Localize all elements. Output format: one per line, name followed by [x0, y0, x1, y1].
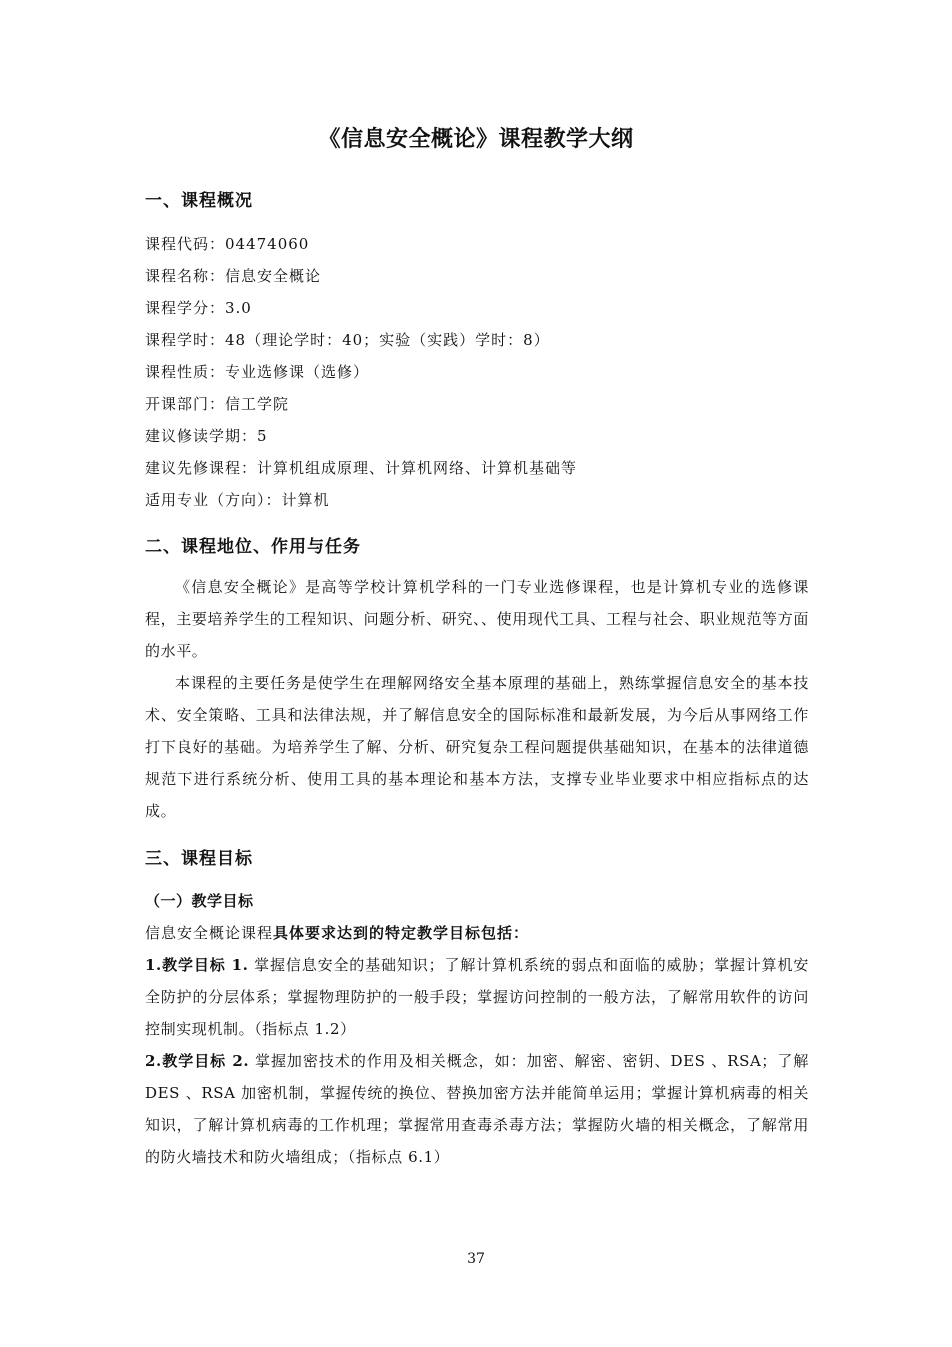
goal-1-label: 1.教学目标 1. [145, 956, 249, 974]
objectives-intro-bold: 具体要求达到的特定教学目标包括： [273, 924, 530, 942]
info-semester: 建议修读学期：5 [145, 427, 268, 445]
paragraph-course-tasks: 本课程的主要任务是使学生在理解网络安全基本原理的基础上，熟练掌握信息安全的基本技术、安全策略、工具和法律法规，并了解信息安全的国际标准和最新发展，为今后从事网络工作打下良好的基础。为培养学生了解、分析、研究复杂工程问题提供基础知识，在基本的法律道德规范下进行系统分析、使用工具的基本理论和基本方法，支撑专业毕业要求中相应指标点的达成。 [145, 674, 809, 820]
goal-2-label: 2.教学目标 2. [145, 1052, 250, 1070]
document-title: 《信息安全概论》课程教学大纲 [318, 126, 634, 152]
goal-2-paragraph [145, 1045, 809, 1173]
goal-1-paragraph [145, 949, 809, 1045]
info-prerequisites: 建议先修课程：计算机组成原理、计算机网络、计算机基础等 [145, 459, 578, 477]
section-heading-objectives: 三、课程目标 [145, 849, 253, 869]
goal-1-text: 掌握信息安全的基础知识；了解计算机系统的弱点和面临的威胁；掌握计算机安全防护的分层体系；掌握物理防护的一般手段；掌握访问控制的一般方法，了解常用软件的访问控制实现机制。（指标点 1.2） [145, 956, 809, 1038]
subsection-heading-teaching-goals: （一）教学目标 [145, 892, 254, 910]
section-heading-overview: 一、课程概况 [145, 191, 253, 211]
page-number: 37 [467, 1251, 485, 1267]
objectives-intro [145, 922, 529, 943]
section-heading-role: 二、课程地位、作用与任务 [145, 537, 361, 557]
info-course-hours: 课程学时：48（理论学时：40；实验（实践）学时：8） [145, 331, 550, 349]
info-course-name: 课程名称：信息安全概论 [145, 267, 322, 285]
info-course-code: 课程代码：04474060 [145, 235, 310, 253]
info-department: 开课部门：信工学院 [145, 395, 290, 413]
info-applicable-major: 适用专业（方向）：计算机 [145, 491, 330, 509]
info-course-credits: 课程学分：3.0 [145, 299, 252, 317]
goal-2-text: 掌握加密技术的作用及相关概念，如：加密、解密、密钥、DES 、RSA；了解 DES 、RSA 加密机制，掌握传统的换位、替换加密方法并能简单运用；掌握计算机病毒的相关知识，了解计算机病毒的工作机理；掌握常用查毒杀毒方法；掌握防火墙的相关概念，了解常用的防火墙技术和防火墙组成；（指标点 6.1） [145, 1052, 809, 1166]
objectives-intro-plain: 信息安全概论课程 [145, 924, 274, 942]
paragraph-course-position: 《信息安全概论》是高等学校计算机学科的一门专业选修课程，也是计算机专业的选修课程，主要培养学生的工程知识、问题分析、研究、、使用现代工具、工程与社会、职业规范等方面的水平。 [145, 578, 809, 660]
info-course-nature: 课程性质：专业选修课（选修） [145, 363, 370, 381]
